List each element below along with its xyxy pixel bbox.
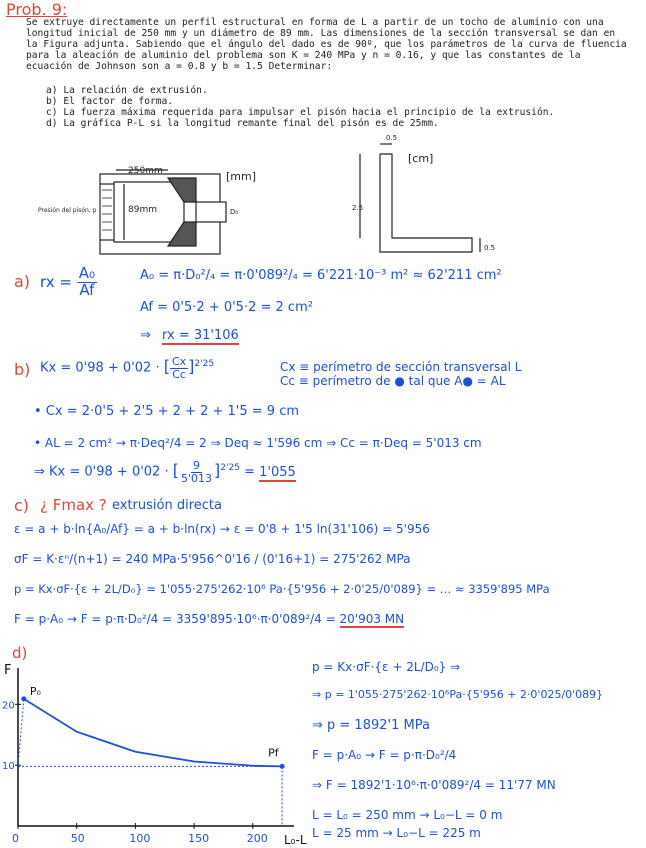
part-b-label: b) (14, 360, 31, 379)
dotted-rise (18, 699, 24, 765)
kx-formula: Kx = 0'98 + 0'02 · [ $\frac{Cx}{Cc}$ ]$^{2'25}$ (40, 355, 215, 381)
p0-label: P₀ (29, 684, 41, 698)
cc-den: Cc (172, 367, 186, 381)
extrusion-die-figure (36, 150, 286, 260)
part-d-label: d) (12, 644, 28, 662)
d-pressure-result: ⇒ p = 1892'1 MPa (312, 718, 430, 733)
d-length-initial: L = L₀ = 250 mm → L₀−L = 0 m (312, 808, 503, 822)
pressure-label: Presión del pisón, p (38, 207, 97, 214)
kx-calc-lhs: ⇒ Kx = 0'98 + 0'02 · (34, 464, 169, 480)
a0-line: A₀ = π·D₀²/₄ = π·0'089²/₄ = 6'221·10⁻³ m² ≈ 62'211 cm² (140, 268, 502, 283)
d-length-final: L = 25 mm → L₀−L = 225 m (312, 826, 481, 840)
rx-result-arrow: ⇒ (140, 328, 151, 343)
strain-calc: ε = a + b·ln{A₀/Af} = a + b·ln(rx) → ε = 0'8 + 1'5 ln(31'106) = 5'956 (14, 522, 430, 536)
al-calc: • AL = 2 cm² → π·Deq²/4 = 2 ⇒ Deq ≈ 1'596 cm ⇒ Cc = π·Deq = 5'013 cm (34, 436, 482, 450)
extrusion-type: extrusión directa (112, 498, 222, 513)
kx-lhs: Kx = 0'98 + 0'02 · (40, 360, 160, 376)
force-calc-lhs: F = p·A₀ → F = p·π·D₀²/4 = 3359'895·10⁶·π·0'089²/4 = (14, 612, 336, 626)
cx-num: Cx (171, 355, 187, 368)
question-c: c) La fuerza máxima requerida para impulsar el pisón hacia el principio de la extrusión. (46, 107, 555, 118)
unit-cm: [cm] (408, 152, 434, 165)
part-a-label: a) (14, 272, 31, 291)
cc-definition: Cc ≡ perímetro de ● tal que A● = AL (280, 374, 506, 388)
rx-symbol: rx = (40, 272, 72, 291)
problem-title: Prob. 9: (6, 0, 68, 19)
d-force-result: ⇒ F = 1892'1·10⁶·π·0'089²/4 = 11'77 MN (312, 778, 556, 792)
d-pressure-line: p = Kx·σF·{ε + 2L/D₀} ⇒ (312, 660, 461, 674)
flow-stress-calc: σF = K·εⁿ/(n+1) = 240 MPa·5'956^0'16 / (0'16+1) = 275'262 MPa (14, 552, 411, 566)
statement-line: Se extruye directamente un perfil estructural en forma de L a partir de un tocho de aluminio con una (26, 17, 604, 28)
dim-length: 250mm (128, 166, 163, 176)
unit-mm: [mm] (226, 170, 257, 183)
x-tick-label: 150 (188, 832, 210, 845)
rx-den: Af (79, 280, 95, 299)
p-l-chart (0, 660, 315, 848)
cx-definition: Cx ≡ perímetro de sección transversal L (280, 360, 522, 374)
dim-thickness: 0.5 (484, 244, 496, 252)
kx-exp: 2'25 (194, 359, 215, 370)
force-calc (14, 612, 404, 626)
force-curve (24, 699, 282, 767)
rx-formula (40, 266, 97, 299)
statement-line: para la aleación de aluminio del problema son K = 240 MPa y n = 0.16, y que las constantes de la (26, 50, 581, 61)
kx-calc-exp: 2'25 (220, 463, 240, 474)
p0-point (21, 696, 26, 701)
question-b: b) El factor de forma. (46, 96, 174, 107)
statement-line: longitud inicial de 250 mm y un diámetro de 89 mm. Las dimensiones de la sección transversal se dan en (26, 28, 616, 39)
part-c-label: c) (14, 496, 30, 515)
d-force-line: F = p·A₀ → F = p·π·D₀²/4 (312, 748, 457, 762)
y-axis-label: F (4, 663, 12, 678)
pf-point (280, 764, 285, 769)
kx-result: 1'055 (259, 464, 296, 480)
x-tick-label: 100 (129, 832, 151, 845)
rx-num: A₀ (78, 264, 96, 282)
question-a: a) La relación de extrusión. (46, 85, 208, 96)
l-section-figure (352, 130, 522, 265)
kx-frac-den: 5'013 (181, 471, 213, 485)
question-d: d) La gráfica P-L si la longitud remante final del pisón es de 25mm. (46, 118, 439, 129)
d0-label: D₀ (230, 208, 239, 216)
kx-calc: ⇒ Kx = 0'98 + 0'02 · [ $\frac{9}{5'013}$ ]$^{2'25}$ = 1'055 (34, 459, 296, 485)
force-result: 20'903 MN (339, 612, 405, 626)
x-tick-label: 200 (246, 832, 268, 845)
x-axis-label: L₀-L (284, 833, 307, 847)
d-pressure-calc: ⇒ p = 1'055·275'262·10⁶Pa·{5'956 + 2·0'025/0'089} (312, 688, 604, 701)
rx-result: rx = 31'106 (162, 328, 239, 343)
y-tick-label: 10 (2, 761, 15, 773)
x-tick-label: 0 (12, 832, 19, 845)
af-line: Af = 0'5·2 + 0'5·2 = 2 cm² (140, 300, 313, 315)
statement-line: la Figura adjunta. Sabiendo que el ángulo del dado es de 90º, que los parámetros de la curva de fluencia (26, 39, 627, 50)
cx-calc: • Cx = 2·0'5 + 2'5 + 2 + 2 + 1'5 = 9 cm (34, 404, 300, 419)
dim-diameter: 89mm (128, 205, 157, 215)
dim-height: 2.5 (352, 204, 364, 212)
pf-label: Pf (268, 746, 279, 760)
y-tick-label: 20 (2, 700, 15, 712)
fmax-question: ¿ Fmax ? (40, 496, 107, 514)
dim-width: 0.5 (386, 134, 398, 142)
pressure-calc: p = Kx·σF·{ε + 2L/D₀} = 1'055·275'262·10⁶ Pa·{5'956 + 2·0'25/0'089} = … ≈ 3359'895 MPa (14, 582, 550, 596)
x-tick-label: 50 (70, 832, 85, 845)
statement-line: ecuación de Johnson son a = 0.8 y b = 1.5 Determinar: (26, 61, 333, 72)
kx-frac-num: 9 (193, 459, 201, 472)
